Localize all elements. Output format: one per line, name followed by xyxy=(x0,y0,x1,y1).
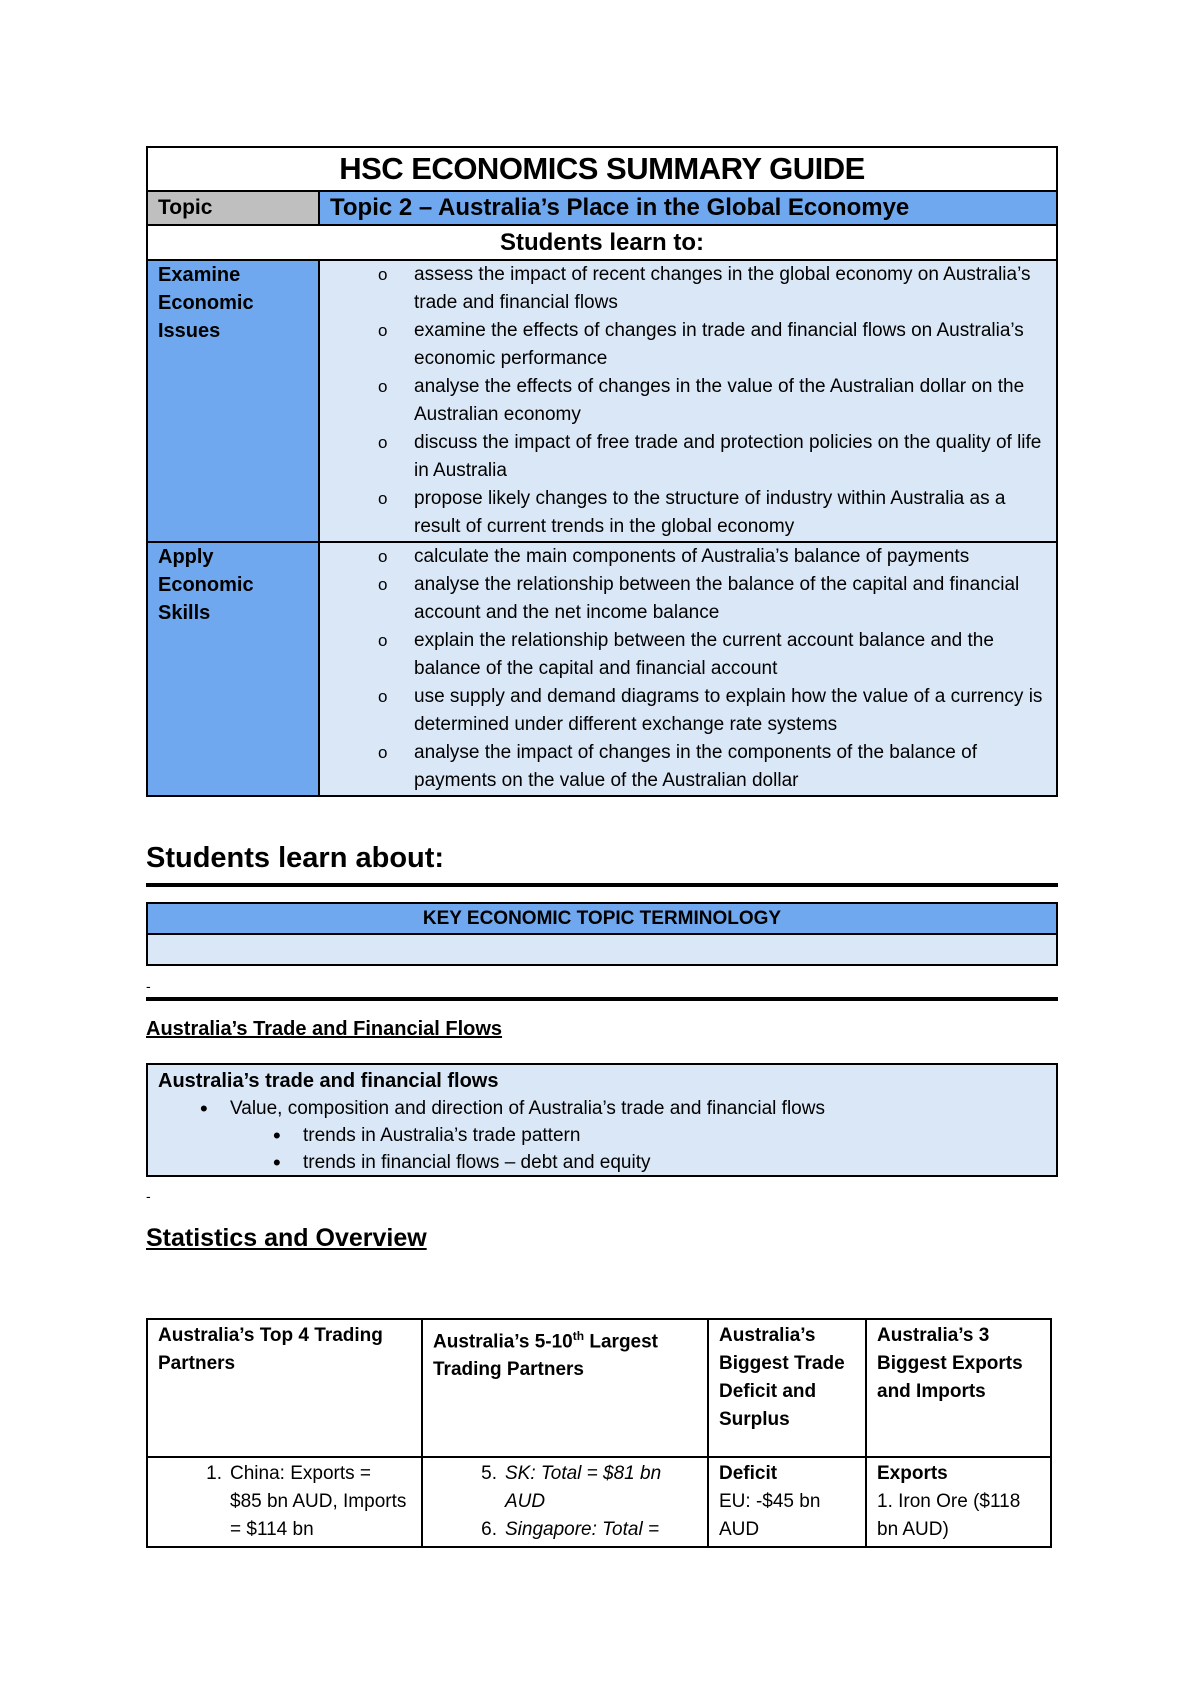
column-header: Australia’s Biggest Trade Deficit and Surplus xyxy=(708,1319,866,1457)
list-item: • Value, composition and direction of Australia’s trade and financial flows xyxy=(200,1096,825,1121)
trade-flows-box xyxy=(146,1063,1058,1177)
circle-bullet-icon: o xyxy=(378,687,388,706)
deficit-value: EU: -$45 bn AUD xyxy=(719,1491,821,1540)
dash-mark: - xyxy=(146,1188,151,1204)
summary-table xyxy=(146,146,1058,797)
column-header: Australia’s 5-10th Largest Trading Partners xyxy=(422,1319,708,1457)
circle-bullet-icon: o xyxy=(378,265,388,284)
circle-bullet-icon: o xyxy=(378,489,388,508)
document-title: HSC ECONOMICS SUMMARY GUIDE xyxy=(147,147,1057,191)
trade-flows-heading: Australia’s Trade and Financial Flows xyxy=(146,1018,503,1040)
circle-bullet-icon: o xyxy=(378,743,388,762)
apply-skills-label: Apply Economic Skills xyxy=(147,542,319,796)
list-item: o analyse the impact of changes in the components of the balance of payments on the value of the Australian dollar xyxy=(330,739,1046,795)
exports-value: 1. Iron Ore ($118 bn AUD) xyxy=(877,1491,1021,1540)
examine-issues-cell xyxy=(319,260,1057,542)
bullet-icon: • xyxy=(200,1096,208,1121)
table-cell xyxy=(422,1457,708,1547)
examine-issues-label: Examine Economic Issues xyxy=(147,260,319,542)
students-learn-to-heading: Students learn to: xyxy=(147,225,1057,260)
list-item: 1. China: Exports = $85 bn AUD, Imports = $114 bn xyxy=(206,1463,407,1540)
list-item: o use supply and demand diagrams to explain how the value of a currency is determined under different exchange rate systems xyxy=(330,683,1046,739)
terminology-table xyxy=(146,902,1058,966)
examine-issues-list xyxy=(330,261,1046,541)
table-cell xyxy=(866,1457,1051,1547)
list-item: o propose likely changes to the structure of industry within Australia as a result of current trends in the global economy xyxy=(330,485,1046,541)
bullet-icon: • xyxy=(273,1123,281,1148)
list-item: 5. SK: Total = $81 bn AUD xyxy=(481,1463,662,1512)
list-item: o calculate the main components of Australia’s balance of payments xyxy=(330,543,1046,571)
apply-skills-list xyxy=(330,543,1046,795)
divider xyxy=(146,997,1058,1001)
apply-skills-cell xyxy=(319,542,1057,796)
trade-flows-box-title: Australia’s trade and financial flows xyxy=(158,1070,499,1092)
list-item: o examine the effects of changes in trade and financial flows on Australia’s economic performance xyxy=(330,317,1046,373)
list-item: o assess the impact of recent changes in the global economy on Australia’s trade and financial flows xyxy=(330,261,1046,317)
list-item: o discuss the impact of free trade and protection policies on the quality of life in Australia xyxy=(330,429,1046,485)
terminology-heading: KEY ECONOMIC TOPIC TERMINOLOGY xyxy=(147,903,1057,934)
table-cell xyxy=(708,1457,866,1547)
list-item: • trends in financial flows – debt and equity xyxy=(273,1150,651,1175)
list-item: 6. Singapore: Total = xyxy=(481,1519,660,1540)
list-item: • trends in Australia’s trade pattern xyxy=(273,1123,581,1148)
topic-label: Topic xyxy=(147,191,319,225)
list-item: o explain the relationship between the current account balance and the balance of the capital and financial account xyxy=(330,627,1046,683)
circle-bullet-icon: o xyxy=(378,631,388,650)
trading-partners-table xyxy=(146,1318,1052,1548)
dash-mark: - xyxy=(146,978,151,994)
table-row xyxy=(147,1457,1051,1547)
list-item: o analyse the effects of changes in the value of the Australian dollar on the Australian economy xyxy=(330,373,1046,429)
column-header: Australia’s 3 Biggest Exports and Imports xyxy=(866,1319,1051,1457)
circle-bullet-icon: o xyxy=(378,433,388,452)
statistics-heading: Statistics and Overview xyxy=(146,1224,427,1252)
column-header: Australia’s Top 4 Trading Partners xyxy=(147,1319,422,1457)
circle-bullet-icon: o xyxy=(378,377,388,396)
topic-title: Topic 2 – Australia’s Place in the Global Economye xyxy=(319,191,1057,225)
students-learn-about-heading: Students learn about: xyxy=(146,842,445,874)
list-item: o analyse the relationship between the balance of the capital and financial account and the net income balance xyxy=(330,571,1046,627)
divider xyxy=(146,883,1058,887)
deficit-label: Deficit xyxy=(719,1463,778,1484)
circle-bullet-icon: o xyxy=(378,547,388,566)
table-cell xyxy=(147,1457,422,1547)
circle-bullet-icon: o xyxy=(378,575,388,594)
terminology-body xyxy=(147,934,1057,965)
exports-label: Exports xyxy=(877,1463,948,1484)
circle-bullet-icon: o xyxy=(378,321,388,340)
bullet-icon: • xyxy=(273,1150,281,1175)
